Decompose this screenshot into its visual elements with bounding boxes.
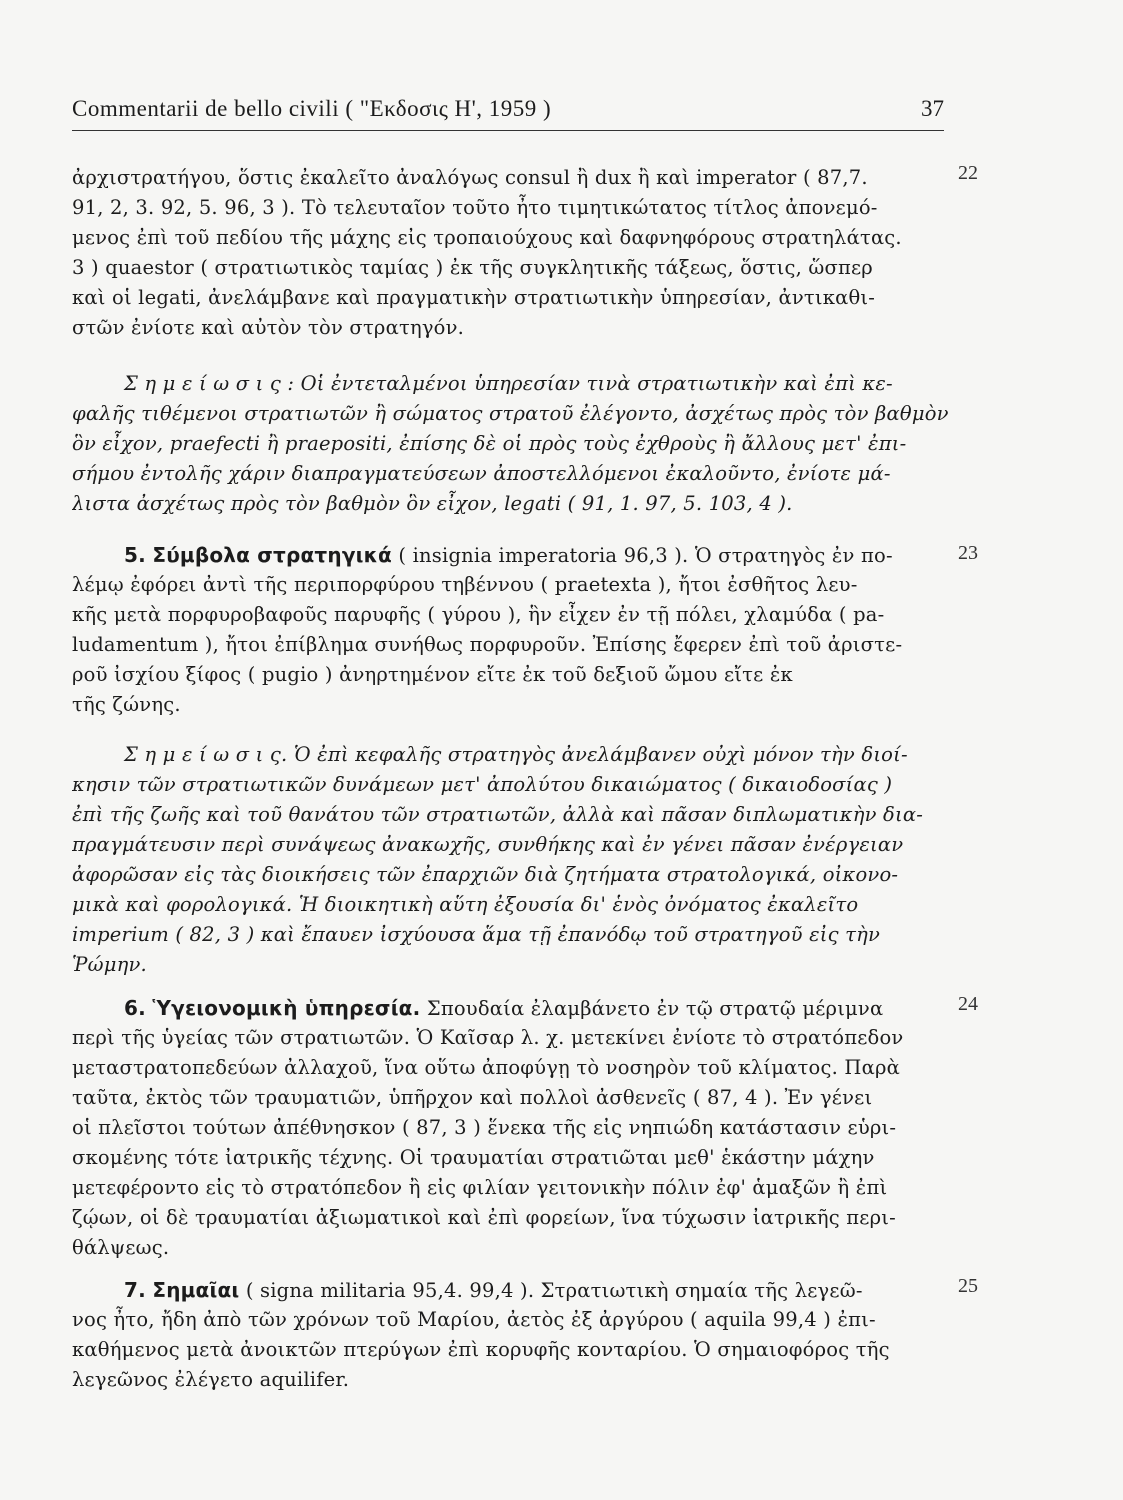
text-line: τῆς ζώνης. — [72, 693, 181, 716]
margin-number: 25 — [958, 1275, 978, 1297]
margin-number: 24 — [958, 993, 978, 1015]
text-line: λιστα ἀσχέτως πρὸς τὸν βαθμὸν ὃν εἶχον, legati ( 91, 1. 97, 5. 103, 4 ). — [72, 492, 793, 515]
text-line: Ῥώμην. — [72, 953, 147, 976]
text-line: ἐπὶ τῆς ζωῆς καὶ τοῦ θανάτου τῶν στρατιωτῶν, ἀλλὰ καὶ πᾶσαν διπλωματικὴν δια- — [72, 803, 923, 826]
text-line: ταῦτα, ἐκτὸς τῶν τραυματιῶν, ὑπῆρχον καὶ πολλοὶ ἀσθενεῖς ( 87, 4 ). Ἐν γένει — [72, 1086, 873, 1109]
section-6 — [72, 993, 952, 1263]
section-5 — [72, 540, 952, 720]
text-line: πραγμάτευσιν περὶ συνάψεως ἀνακωχῆς, συνθήκης καὶ ἐν γένει πᾶσαν ἐνέργειαν — [72, 833, 904, 856]
text-line: κησιν τῶν στρατιωτικῶν δυνάμεων μετ' ἀπολύτου δικαιώματος ( δικαιοδοσίας ) — [72, 773, 893, 796]
note-praefecti — [72, 369, 952, 519]
text-line: περὶ τῆς ὑγείας τῶν στρατιωτῶν. Ὁ Καῖσαρ λ. χ. μετεκίνει ἐνίοτε τὸ στρατόπεδον — [72, 1026, 904, 1049]
text-line: ( insignia imperatoria 96,3 ). Ὁ στρατηγὸς ἐν πο- — [392, 544, 893, 567]
text-line: μικὰ καὶ φορολογικά. Ἡ διοικητικὴ αὕτη ἐξουσία δι' ἑνὸς ὀνόματος ἐκαλεῖτο — [72, 893, 859, 916]
section-heading: Σημαῖαι — [152, 1278, 240, 1302]
text-line: ὃν εἶχον, praefecti ἢ praepositi, ἐπίσης δὲ οἱ πρὸς τοὺς ἐχθροὺς ἢ ἄλλους μετ' ἐπι- — [72, 432, 907, 455]
page-number: 37 — [921, 96, 944, 121]
text-line: ροῦ ἰσχίου ξίφος ( pugio ) ἀνηρτημένον εἴτε ἐκ τοῦ δεξιοῦ ὤμου εἴτε ἐκ — [72, 663, 793, 686]
margin-number: 23 — [958, 542, 978, 564]
text-line: μενος ἐπὶ τοῦ πεδίου τῆς μάχης εἰς τροπαιούχους καὶ δαφνηφόρους στρατηλάτας. — [72, 226, 902, 249]
section-number: 6. — [124, 996, 146, 1020]
text-line: ἀφορῶσαν εἰς τὰς διοικήσεις τῶν ἐπαρχιῶν διὰ ζητήματα στρατολογικά, οἰκονο- — [72, 863, 899, 886]
text-line: ζῴων, οἱ δὲ τραυματίαι ἀξιωματικοὶ καὶ ἐπὶ φορείων, ἵνα τύχωσιν ἰατρικῆς περι- — [72, 1206, 896, 1229]
text-line: ( signa militaria 95,4. 99,4 ). Στρατιωτικὴ σημαία τῆς λεγεῶ- — [239, 1279, 863, 1302]
text-line: φαλῆς τιθέμενοι στρατιωτῶν ἢ σώματος στρατοῦ ἐλέγοντο, ἀσχέτως πρὸς τὸν βαθμὸν — [72, 402, 949, 425]
running-header — [72, 96, 944, 131]
text-line: Σ η μ ε ί ω σ ι ς : Οἱ ἐντεταλμένοι ὑπηρεσίαν τινὰ στρατιωτικὴν καὶ ἐπὶ κε- — [124, 372, 893, 395]
text-line: σκομένης τότε ἰατρικῆς τέχνης. Οἱ τραυματίαι στρατιῶται μεθ' ἑκάστην μάχην — [72, 1146, 875, 1169]
section-heading: Σύμβολα στρατηγικά — [152, 543, 392, 567]
text-line: μετεφέροντο εἰς τὸ στρατόπεδον ἢ εἰς φιλίαν γειτονικὴν πόλιν ἐφ' ἁμαξῶν ἢ ἐπὶ — [72, 1176, 888, 1199]
text-line: σήμου ἐντολῆς χάριν διαπραγματεύσεων ἀποστελλόμενοι ἐκαλοῦντο, ἐνίοτε μά- — [72, 462, 891, 485]
text-line: Σ η μ ε ί ω σ ι ς. Ὁ ἐπὶ κεφαλῆς στρατηγὸς ἀνελάμβανεν οὐχὶ μόνον τὴν διοί- — [124, 743, 908, 766]
text-line: στῶν ἐνίοτε καὶ αὐτὸν τὸν στρατηγόν. — [72, 316, 465, 339]
text-line: κῆς μετὰ πορφυροβαφοῦς παρυφῆς ( γύρου ), ἣν εἶχεν ἐν τῇ πόλει, χλαμύδα ( pa- — [72, 603, 885, 626]
section-number: 7. — [124, 1278, 146, 1302]
text-line: νος ἦτο, ἤδη ἀπὸ τῶν χρόνων τοῦ Μαρίου, ἀετὸς ἐξ ἀργύρου ( aquila 99,4 ) ἐπι- — [72, 1308, 876, 1331]
text-line: ἀρχιστρατήγου, ὅστις ἐκαλεῖτο ἀναλόγως consul ἢ dux ἢ καὶ imperator ( 87,7. — [72, 166, 868, 189]
section-number: 5. — [124, 543, 146, 567]
text-line: Σπουδαία ἐλαμβάνετο ἐν τῷ στρατῷ μέριμνα — [420, 997, 884, 1020]
text-line: 3 ) quaestor ( στρατιωτικὸς ταμίας ) ἐκ τῆς συγκλητικῆς τάξεως, ὅστις, ὥσπερ — [72, 256, 873, 279]
section-7 — [72, 1275, 952, 1395]
text-line: imperium ( 82, 3 ) καὶ ἔπαυεν ἰσχύουσα ἅμα τῇ ἐπανόδῳ τοῦ στρατηγοῦ εἰς τὴν — [72, 923, 881, 946]
text-line: λέμῳ ἐφόρει ἀντὶ τῆς περιπορφύρου τηβέννου ( praetexta ), ἤτοι ἐσθῆτος λευ- — [72, 573, 858, 596]
text-line: καὶ οἱ legati, ἀνελάμβανε καὶ πραγματικὴν στρατιωτικὴν ὑπηρεσίαν, ἀντικαθι- — [72, 286, 876, 309]
margin-number: 22 — [958, 162, 978, 184]
section-heading: Ὑγειονομικὴ ὑπηρεσία. — [152, 996, 421, 1020]
text-line: ludamentum ), ἤτοι ἐπίβλημα συνήθως πορφυροῦν. Ἐπίσης ἔφερεν ἐπὶ τοῦ ἀριστε- — [72, 633, 903, 656]
text-line: οἱ πλεῖστοι τούτων ἀπέθνησκον ( 87, 3 ) ἕνεκα τῆς εἰς νηπιώδη κατάστασιν εὑρι- — [72, 1116, 897, 1139]
text-line: θάλψεως. — [72, 1236, 170, 1259]
text-line: 91, 2, 3. 92, 5. 96, 3 ). Τὸ τελευταῖον τοῦτο ἦτο τιμητικώτατος τίτλος ἀπονεμό- — [72, 196, 878, 219]
text-line: λεγεῶνος ἐλέγετο aquilifer. — [72, 1368, 350, 1391]
header-title: Commentarii de bello civili ( "Εκδοσις Η', 1959 ) — [72, 96, 552, 121]
paragraph-magistrates — [72, 163, 952, 343]
text-line: καθήμενος μετὰ ἀνοικτῶν πτερύγων ἐπὶ κορυφῆς κονταρίου. Ὁ σημαιοφόρος τῆς — [72, 1338, 890, 1361]
note-imperium — [72, 740, 952, 980]
text-line: μεταστρατοπεδεύων ἀλλαχοῦ, ἵνα οὕτω ἀποφύγῃ τὸ νοσηρὸν τοῦ κλίματος. Παρὰ — [72, 1056, 900, 1079]
